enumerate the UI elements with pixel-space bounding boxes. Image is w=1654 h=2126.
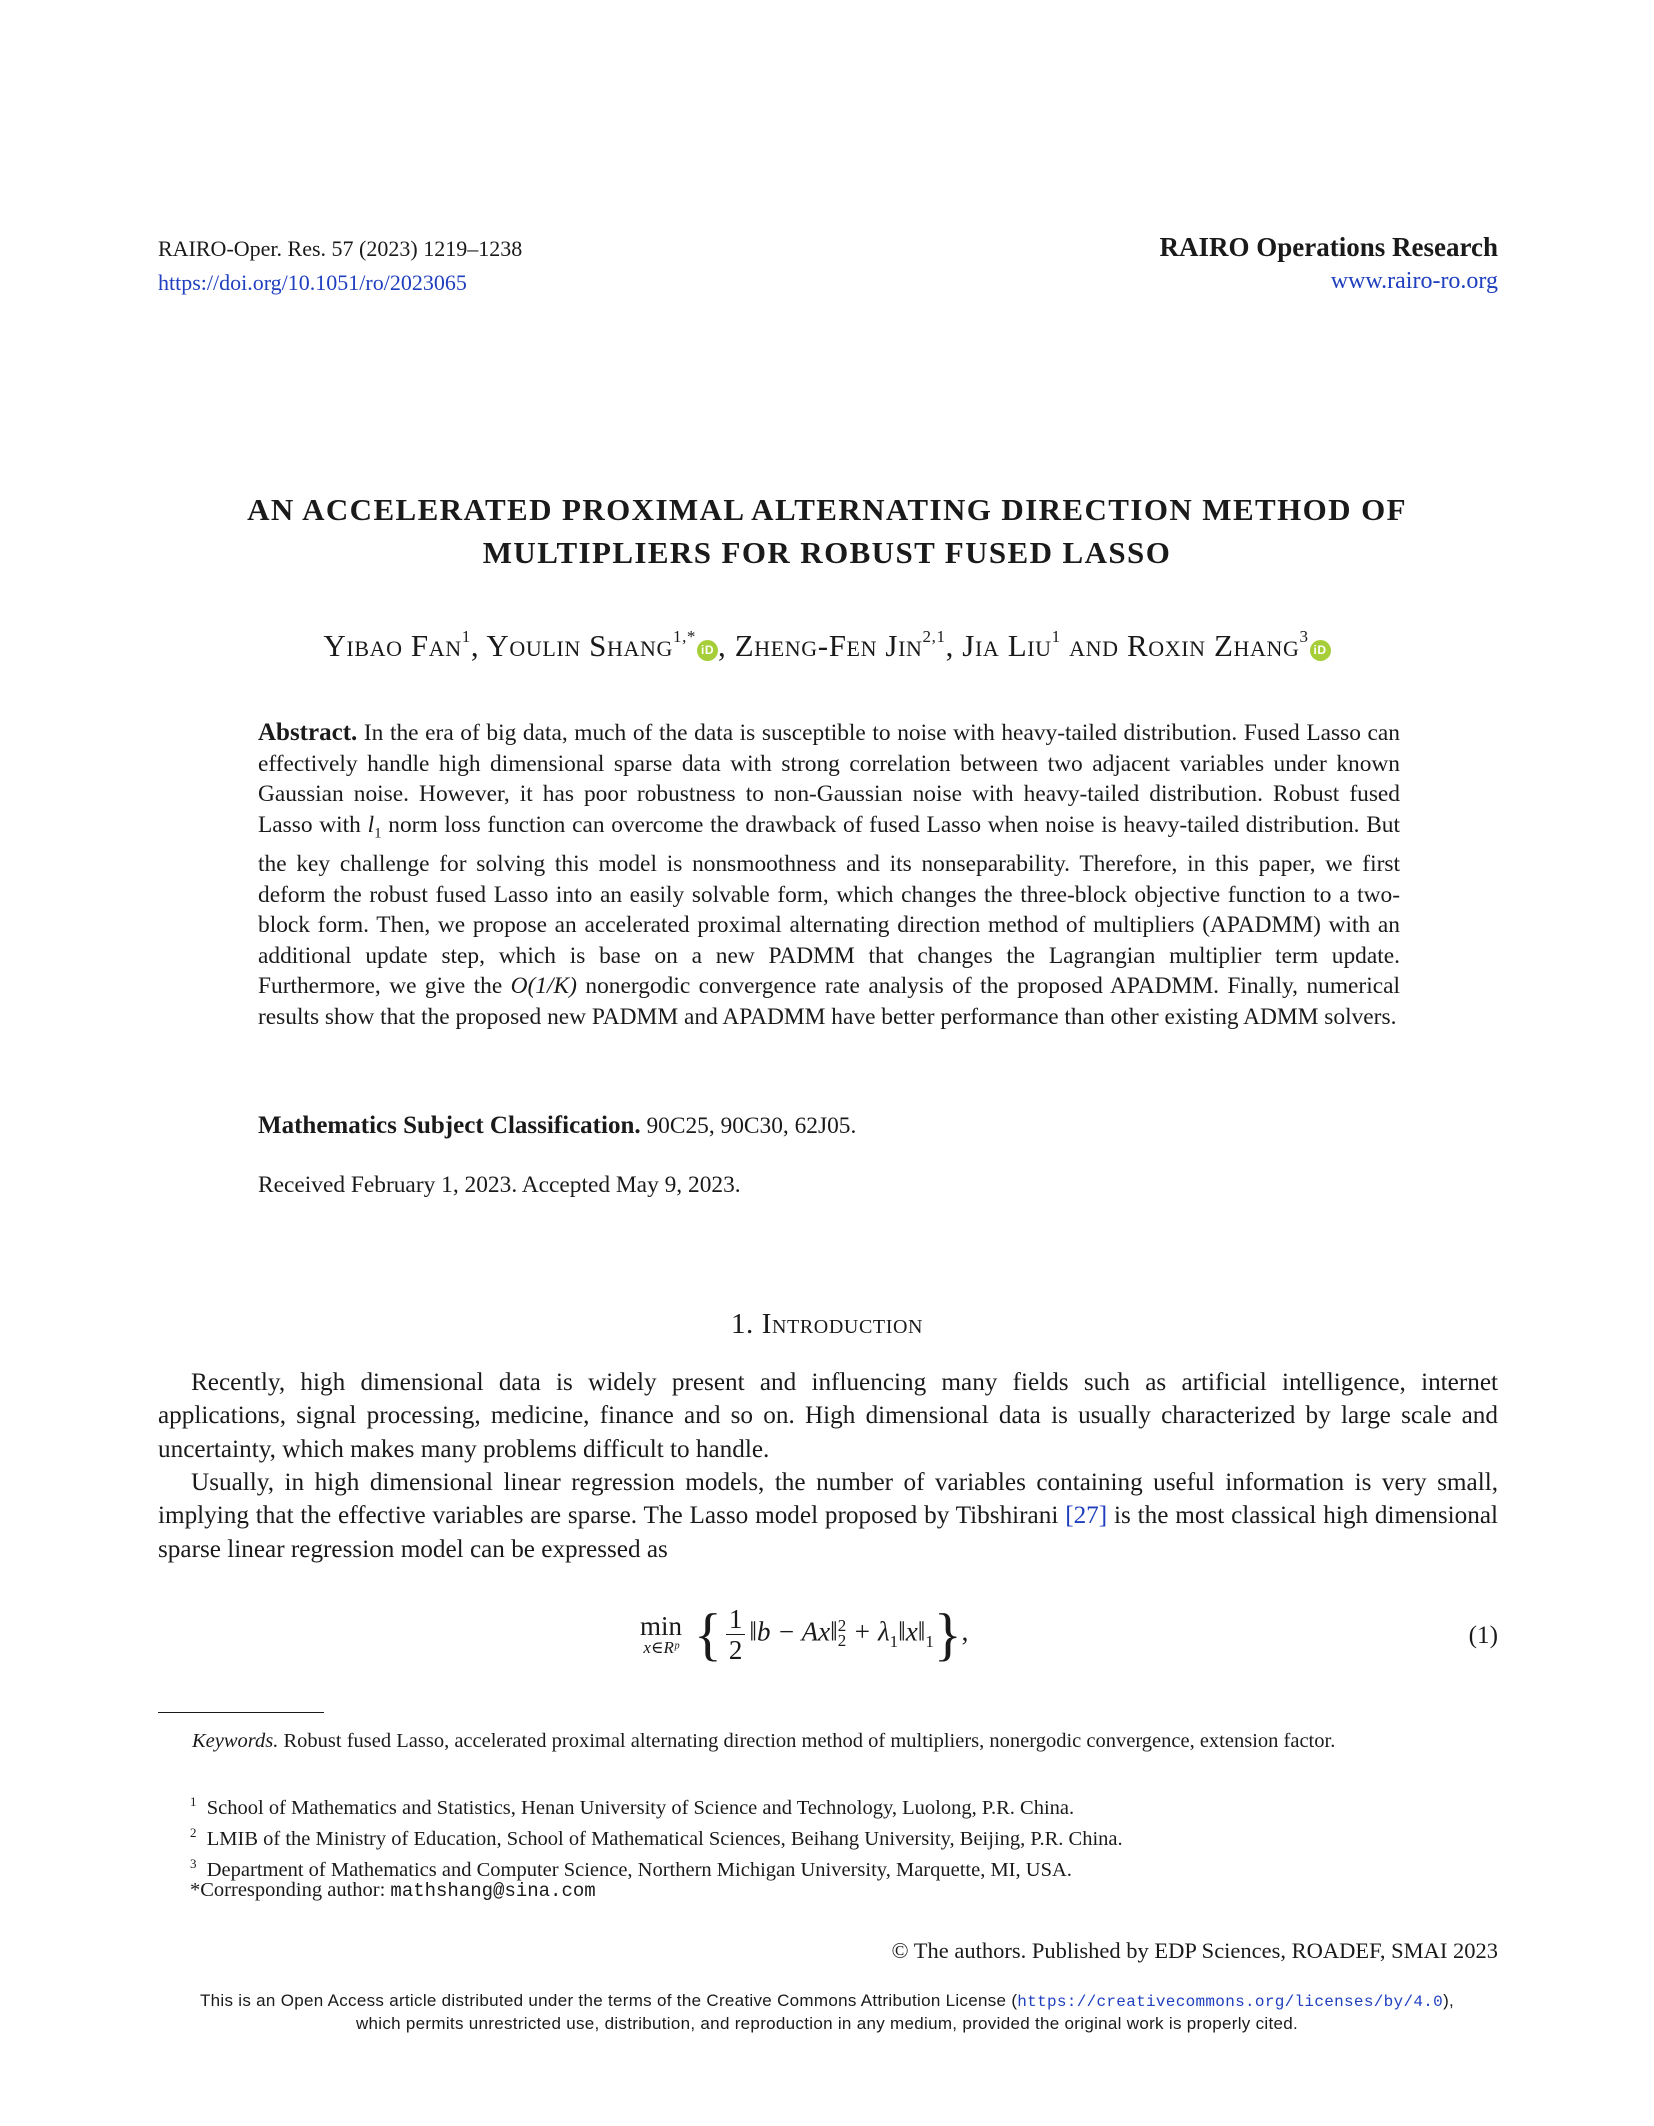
abstract-text: norm loss function can overcome the drawback of fused Lasso when noise is heavy-tailed distribution. But the key challenge for solving this model is nonsmoothness and its nonseparability. Therefore, in this paper, we first deform the robust fused Lasso into an easily solvable form, which changes the three-block objective function to a two-block form. Then, we propose an accelerated proximal alternating direction method of multipliers (APADMM) with an additional update step, which is base on a new PADMM that changes the Lagrangian multiplier term update. Furthermore, we give the: [258, 811, 1400, 1000]
paragraph-2: [158, 1466, 1498, 1566]
author-affil: 3: [1299, 627, 1309, 646]
abstract: [258, 718, 1400, 1033]
paragraph-text: is the most classical high dimensional sparse linear regression model can be expressed as: [158, 1502, 1499, 1563]
copyright: © The authors. Published by EDP Sciences, ROADEF, SMAI 2023: [891, 1938, 1498, 1963]
right-brace: }: [933, 1601, 962, 1667]
title-line-2: MULTIPLIERS FOR ROBUST FUSED LASSO: [482, 535, 1172, 570]
citation-link[interactable]: [27]: [1065, 1502, 1108, 1530]
fraction: [726, 1604, 746, 1665]
author-affil: 1: [1051, 627, 1061, 646]
frac-numerator: 1: [726, 1604, 746, 1635]
corr-label: *Corresponding author:: [190, 1879, 386, 1901]
license-line-2: which permits unrestricted use, distribution, and reproduction in any medium, provided the original work is properly cited.: [355, 2014, 1299, 2033]
affil-num: 1: [190, 1794, 197, 1809]
section-heading: 1. Introduction: [730, 1308, 924, 1340]
abstract-text: In the era of big data, much of the data is susceptible to noise with heavy-tailed distribution. Fused Lasso can effectively handle high dimensional sparse data with strong correlation between two adjacent variables under known Gaussian noise. However, it has poor robustness to non-Gaussian noise with heavy-tailed distribution. Robust fused Lasso with: [258, 720, 1400, 838]
license-line-1: [150, 1990, 1504, 2013]
license-text: This is an Open Access article distributed under the terms of the Creative Commons Attribution License (: [199, 1991, 1018, 2010]
author-affil: 2,1: [922, 627, 946, 646]
frac-denominator: 2: [728, 1635, 743, 1665]
keywords-label: Keywords.: [192, 1730, 279, 1752]
eq-term: + λ: [846, 1616, 890, 1647]
affil-num: 2: [190, 1825, 197, 1840]
authors-and: and: [1069, 628, 1119, 663]
rate-expression: O(1/K): [510, 973, 577, 1000]
affil-text: Department of Mathematics and Computer Science, Northern Michigan University, Marquette, MI, USA.: [206, 1858, 1072, 1881]
affiliation-1: [190, 1789, 1530, 1821]
orcid-icon[interactable]: iD: [697, 640, 718, 661]
author-list: Yibao Fan$^1$, Youlin Shang$^{1,*}$iD , Zheng-Fen Jin$^{2,1}$, Jia Liu$^1$ and Roxin Zhang$^3$iD: [150, 628, 1504, 664]
corresponding-author: [190, 1877, 1530, 1904]
norm-sub: 1: [925, 1632, 934, 1652]
footnote-rule: [158, 1712, 324, 1713]
l1-subscript: 1: [374, 825, 382, 842]
title-line-1: AN ACCELERATED PROXIMAL ALTERNATING DIRECTION METHOD OF: [247, 492, 1407, 527]
affil-text: LMIB of the Ministry of Education, School of Mathematical Sciences, Beihang University, Beijing, P.R. China.: [206, 1827, 1123, 1850]
author-affil: 1,*: [672, 627, 697, 646]
eq-sup: 2: [837, 1615, 847, 1635]
license-notice: [150, 1990, 1504, 2035]
paper-title: [150, 488, 1504, 574]
author-affil: 1: [461, 627, 471, 646]
affil-num: 3: [190, 1856, 197, 1871]
l1-symbol: l: [367, 811, 375, 838]
eq-term: ‖b − Ax‖: [749, 1616, 838, 1647]
left-brace: {: [694, 1601, 722, 1667]
equation-1: min x∈Rᵖ { $\frac{1}{2}$ ‖b − Ax‖ 2 2 + $\lambda_1‖x‖_1$},: [640, 1601, 969, 1667]
journal-name: RAIRO Operations Research: [1159, 232, 1498, 262]
eq-term: ‖x‖: [898, 1616, 926, 1647]
journal-website-link[interactable]: www.rairo-ro.org: [1330, 268, 1498, 294]
license-link[interactable]: https://creativecommons.org/licenses/by/4.0: [1017, 1993, 1444, 2011]
header-right: [1160, 230, 1498, 298]
lambda-sub: 1: [889, 1632, 899, 1652]
citation: RAIRO-Oper. Res. 57 (2023) 1219–1238: [158, 236, 523, 261]
min-subscript: x∈Rᵖ: [643, 1638, 679, 1657]
affiliation-2: [190, 1820, 1530, 1852]
min-operator: [640, 1611, 682, 1658]
license-text: ),: [1443, 1991, 1455, 2010]
orcid-icon[interactable]: iD: [1310, 640, 1331, 661]
author-name: Youlin Shang: [486, 628, 673, 663]
abstract-label: Abstract.: [258, 719, 358, 746]
author-name: Yibao Fan: [323, 628, 462, 663]
doi-link[interactable]: https://doi.org/10.1051/ro/2023065: [158, 270, 467, 295]
corr-email[interactable]: mathshang@sina.com: [390, 1880, 596, 1902]
msc: [258, 1112, 1400, 1140]
paragraph-1: Recently, high dimensional data is widely present and influencing many fields such as artificial intelligence, internet applications, signal processing, medicine, finance and so on. High dimensional data is usually characterized by large scale and uncertainty, which makes many problems difficult to handle.: [158, 1369, 1498, 1463]
equation-number: (1): [1468, 1622, 1498, 1649]
abstract-text: nonergodic convergence rate analysis of the proposed APADMM. Finally, numerical results show that the proposed new PADMM and APADMM have better performance than other existing ADMM solvers.: [258, 973, 1400, 1031]
msc-codes: 90C25, 90C30, 62J05.: [646, 1113, 857, 1139]
min-text: min: [640, 1611, 683, 1641]
author-name: Zheng-Fen Jin: [734, 628, 923, 663]
paragraph-text: Usually, in high dimensional linear regression models, the number of variables containing useful information is very small, implying that the effective variables are sparse. The Lasso model proposed by Tibshirani: [158, 1469, 1498, 1530]
eq-sub: 2: [837, 1630, 847, 1650]
author-name: Roxin Zhang: [1126, 628, 1300, 663]
header-left: [158, 232, 522, 300]
author-name: Jia Liu: [962, 628, 1052, 663]
received-dates: Received February 1, 2023. Accepted May 9, 2023.: [258, 1172, 741, 1198]
keywords: [158, 1728, 1498, 1754]
keywords-text: Robust fused Lasso, accelerated proximal alternating direction method of multipliers, nonergodic convergence, extension factor.: [283, 1730, 1336, 1752]
affil-text: School of Mathematics and Statistics, Henan University of Science and Technology, Luolong, P.R. China.: [206, 1796, 1075, 1819]
msc-label: Mathematics Subject Classification.: [258, 1112, 641, 1139]
